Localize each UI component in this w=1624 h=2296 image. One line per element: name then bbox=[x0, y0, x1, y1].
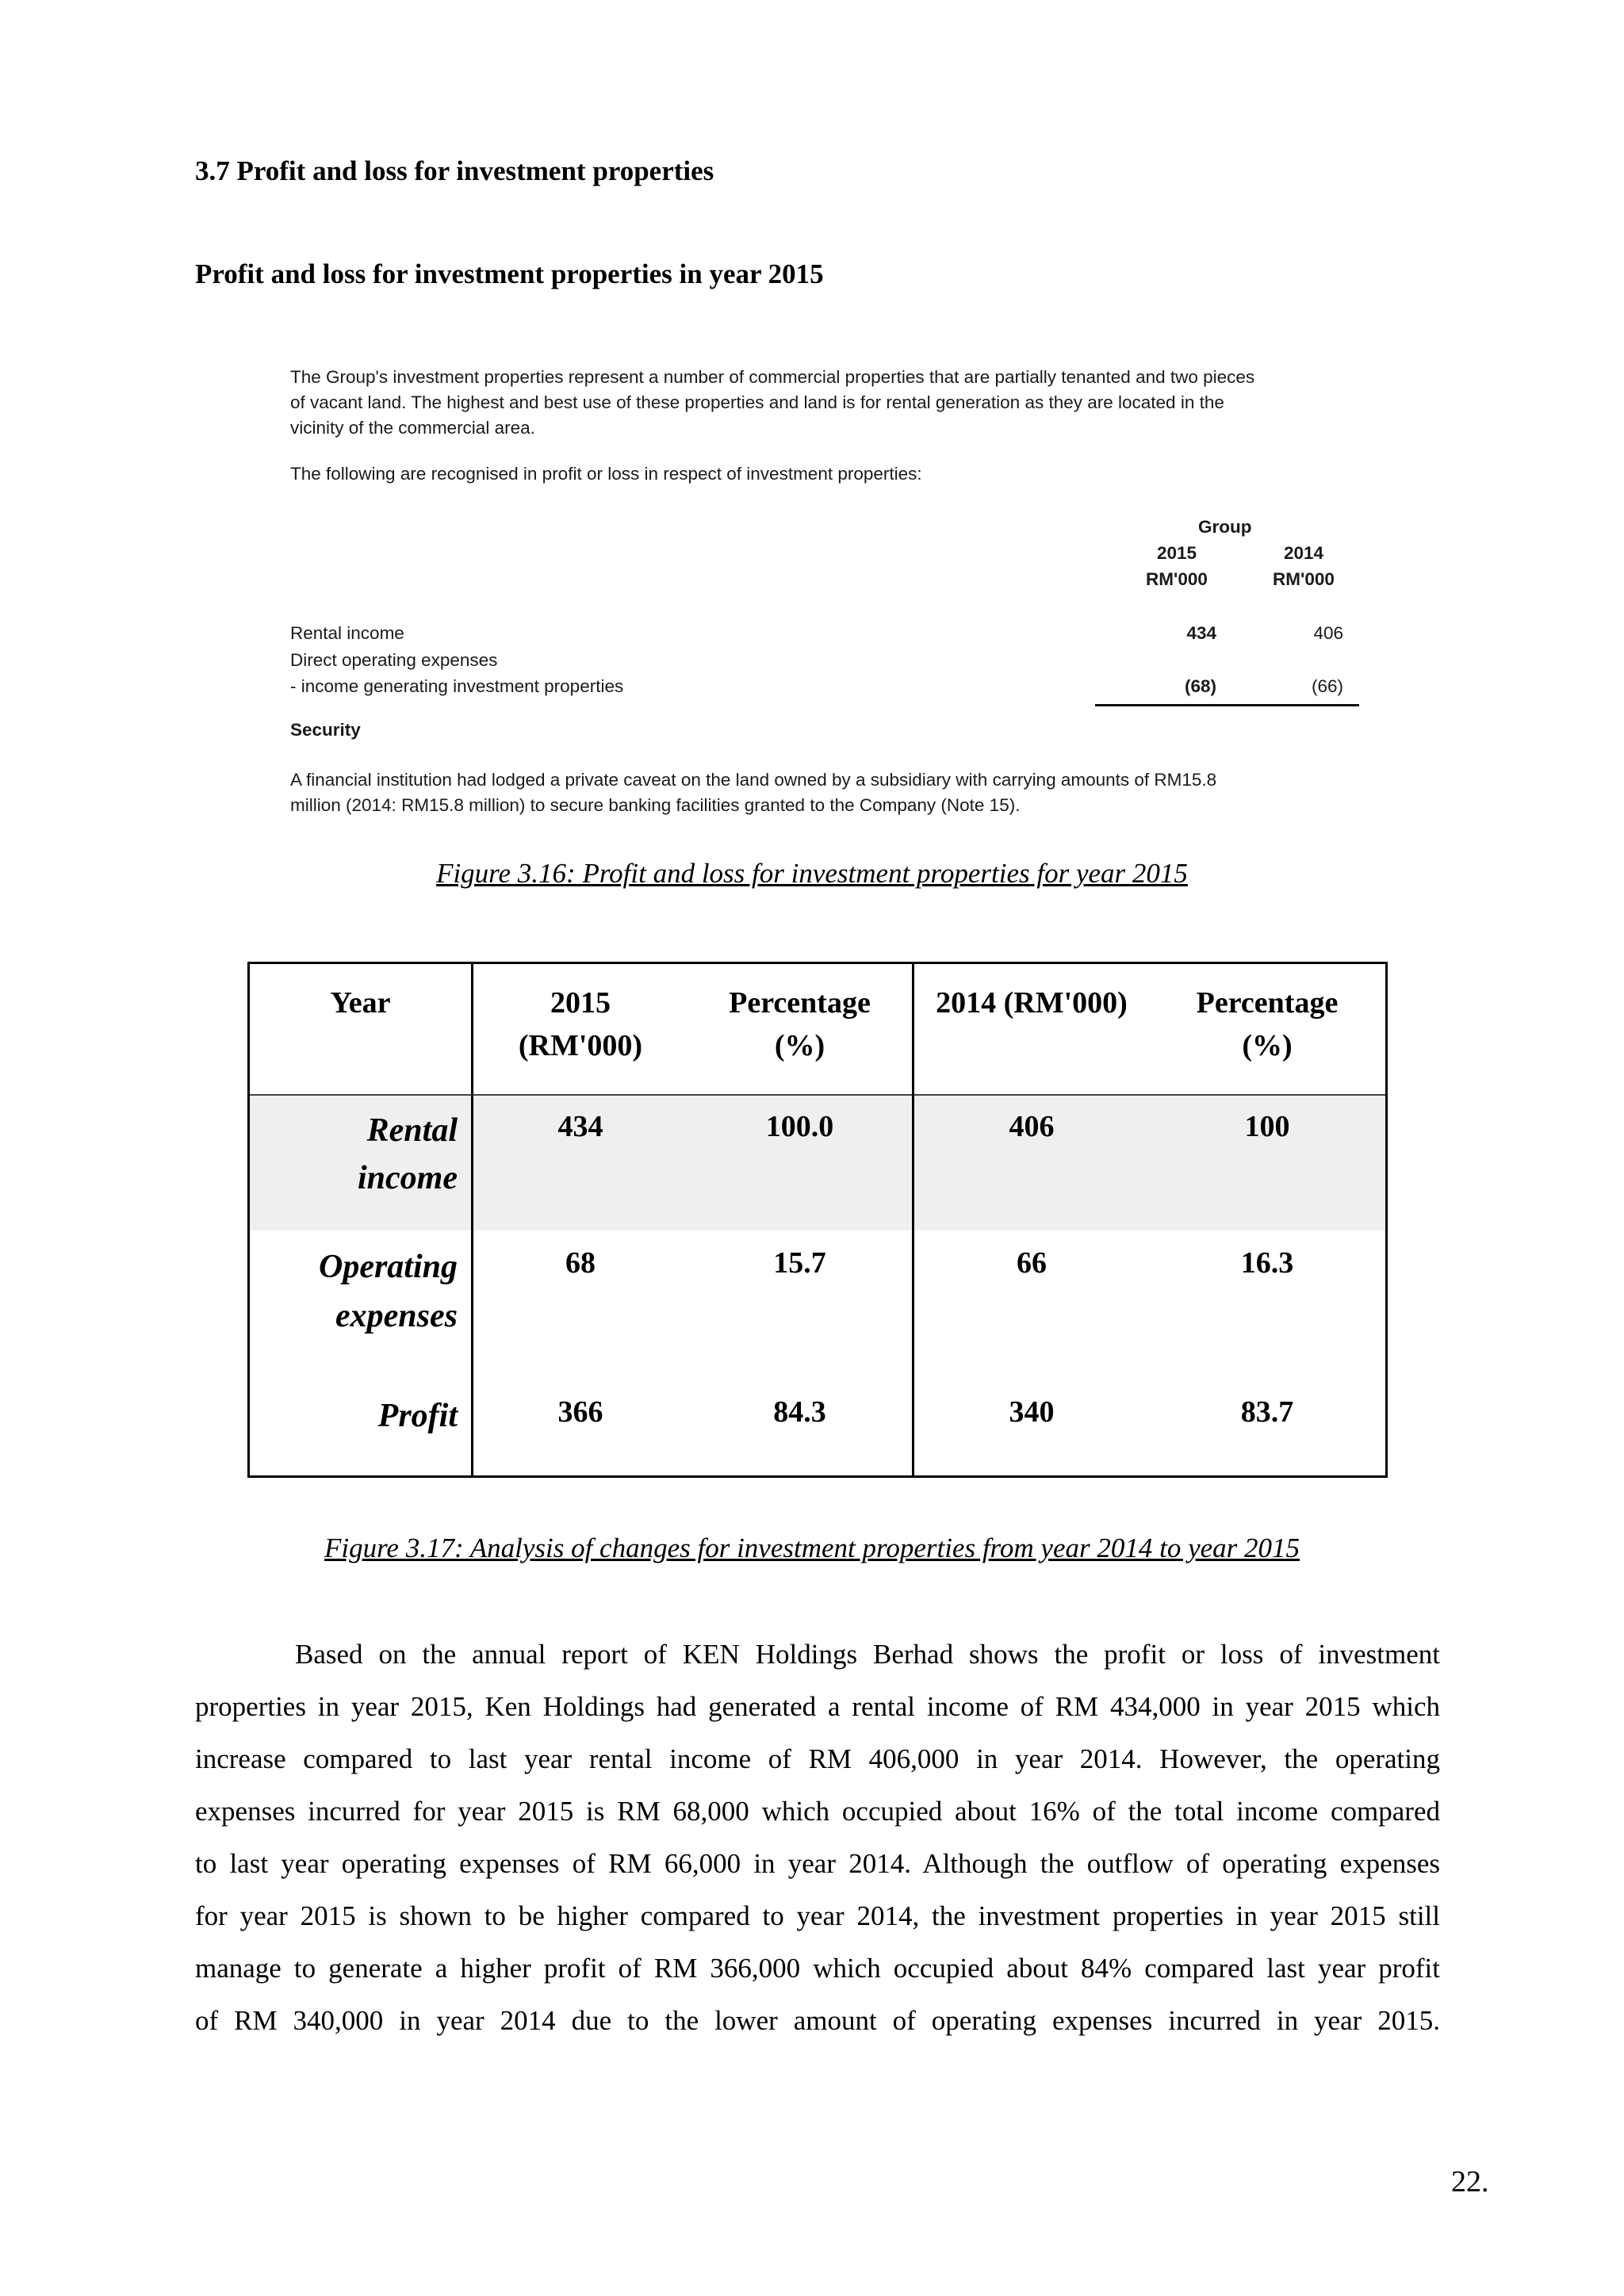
row-label-rental: Rental bbox=[366, 1112, 458, 1149]
cell-operating-2015: 68 bbox=[565, 1246, 596, 1280]
excerpt-row-label: - income generating investment properties bbox=[290, 676, 624, 696]
security-heading: Security bbox=[290, 720, 361, 740]
body-line: for year 2015 is shown to be higher compared to year 2014, the investment properties in year 2015 still bbox=[195, 1900, 1440, 1931]
excerpt-row-label: Direct operating expenses bbox=[290, 650, 498, 670]
group-label: Group bbox=[1198, 517, 1252, 537]
body-line: Based on the annual report of KEN Holdings Berhad shows the profit or loss of investment bbox=[295, 1639, 1440, 1670]
figure-3-16-caption: Figure 3.16: Profit and loss for investment properties for year 2015 bbox=[436, 858, 1188, 889]
body-line: manage to generate a higher profit of RM 366,000 which occupied about 84% compared last year profit bbox=[195, 1953, 1440, 1984]
header-percentage-2015-line2: (%) bbox=[774, 1029, 825, 1062]
row-label-rental-line2: income bbox=[358, 1160, 458, 1196]
cell-operating-pct-2014: 16.3 bbox=[1240, 1246, 1294, 1280]
cell-rental-pct-2015: 100.0 bbox=[765, 1110, 834, 1143]
cell-profit-pct-2014: 83.7 bbox=[1240, 1395, 1294, 1429]
unit-2014-label: RM'000 bbox=[1273, 569, 1335, 589]
header-rule bbox=[250, 1094, 1385, 1096]
excerpt-row-value-2014: (66) bbox=[1311, 676, 1343, 696]
header-year: Year bbox=[330, 986, 391, 1020]
body-paragraph bbox=[195, 1628, 1440, 2047]
body-line: expenses incurred for year 2015 is RM 68,000 which occupied about 16% of the total income compared bbox=[195, 1796, 1440, 1827]
col-2014-label: 2014 bbox=[1283, 543, 1324, 563]
cell-rental-2014: 406 bbox=[1009, 1110, 1055, 1143]
row-label-profit: Profit bbox=[377, 1398, 458, 1434]
header-percentage-2014-line1: Percentage bbox=[1196, 986, 1339, 1020]
col-2015-label: 2015 bbox=[1156, 543, 1197, 563]
cell-rental-2015: 434 bbox=[557, 1110, 603, 1143]
excerpt-row-label: Rental income bbox=[290, 623, 404, 643]
page-number: 22. bbox=[1451, 2165, 1489, 2198]
section-heading: 3.7 Profit and loss for investment properties bbox=[195, 155, 714, 186]
sub-heading: Profit and loss for investment properties in year 2015 bbox=[195, 258, 824, 289]
cell-profit-pct-2015: 84.3 bbox=[773, 1395, 826, 1429]
cell-profit-2014: 340 bbox=[1009, 1395, 1055, 1429]
body-line: to last year operating expenses of RM 66,000 in year 2014. Although the outflow of operating expenses bbox=[195, 1848, 1440, 1879]
cell-profit-2015: 366 bbox=[557, 1395, 603, 1429]
row-label-operating-line2: expenses bbox=[335, 1298, 458, 1334]
security-paragraph: A financial institution had lodged a private caveat on the land owned by a subsidiary with carrying amounts of RM15.8 million (2014: RM15.8 million) to secure banking facilities granted to the Company (Note 15). bbox=[290, 770, 1217, 815]
body-line: properties in year 2015, Ken Holdings had generated a rental income of RM 434,000 in year 2015 which bbox=[195, 1691, 1440, 1722]
cell-operating-pct-2015: 15.7 bbox=[773, 1246, 826, 1280]
cell-rental-pct-2014: 100 bbox=[1244, 1110, 1290, 1143]
excerpt-paragraph-2: The following are recognised in profit or loss in respect of investment properties: bbox=[290, 464, 922, 484]
row-label-operating: Operating bbox=[318, 1249, 458, 1285]
analysis-table bbox=[247, 962, 1388, 1478]
unit-2015-label: RM'000 bbox=[1146, 569, 1208, 589]
annual-report-excerpt bbox=[290, 365, 1361, 825]
excerpt-paragraph-1: The Group's investment properties represent a number of commercial properties that are partially tenanted and two pieces of vacant land. The highest and best use of these properties and land is for rental generation as they are located in the vicinity of the commercial area. bbox=[290, 367, 1255, 438]
header-2014: 2014 (RM'000) bbox=[936, 986, 1128, 1020]
header-percentage-2014-line2: (%) bbox=[1242, 1029, 1293, 1062]
figure-3-17-caption: Figure 3.17: Analysis of changes for investment properties from year 2014 to year 2015 bbox=[324, 1533, 1300, 1563]
header-percentage-2015-line1: Percentage bbox=[729, 986, 871, 1020]
header-2015-line1: 2015 bbox=[550, 986, 611, 1020]
excerpt-row-value-2015: 434 bbox=[1186, 623, 1216, 643]
body-line: increase compared to last year rental income of RM 406,000 in year 2014. However, the operating bbox=[195, 1743, 1440, 1774]
excerpt-row-value-2014: 406 bbox=[1313, 623, 1343, 643]
excerpt-total-rule bbox=[1095, 704, 1359, 706]
header-2015-line2: (RM'000) bbox=[518, 1029, 643, 1062]
body-line: of RM 340,000 in year 2014 due to the lower amount of operating expenses incurred in year 2015. bbox=[195, 2005, 1440, 2036]
cell-operating-2014: 66 bbox=[1017, 1246, 1047, 1280]
excerpt-row-value-2015: (68) bbox=[1184, 676, 1216, 696]
